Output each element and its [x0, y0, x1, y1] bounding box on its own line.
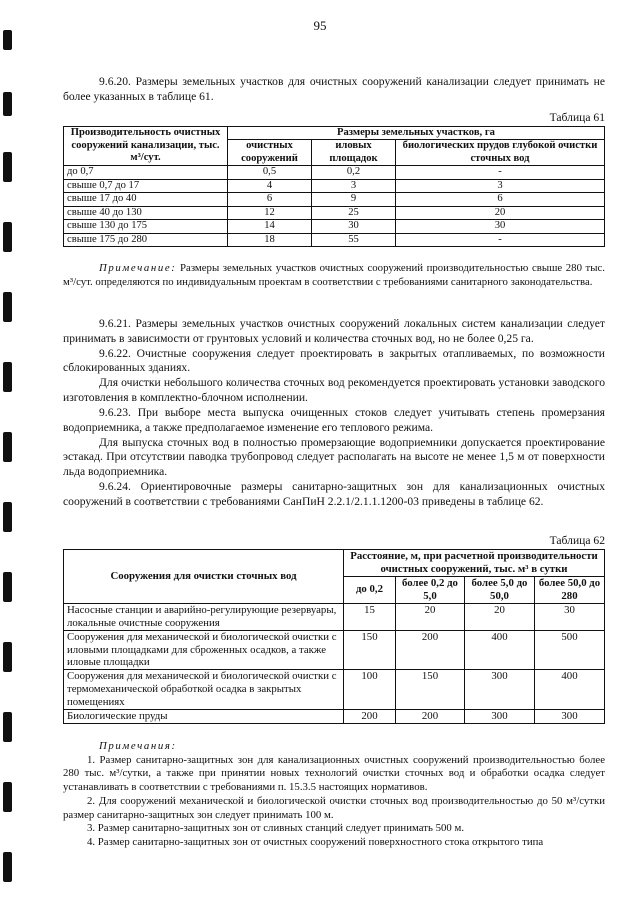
- cell-value: 200: [396, 630, 465, 670]
- binder-mark: [3, 92, 12, 116]
- note-text: Размеры земельных участков очистных сооружений производительностью свыше 280 тыс. м³/сут. определяются по индивидуальным проектам в соответствии с требованиями санитарного законодательства.: [63, 262, 605, 288]
- binder-mark: [3, 642, 12, 672]
- note-label: Примечание:: [99, 262, 177, 274]
- note-item: 3. Размер санитарно-защитных зон от сливных станций следует принимать 500 м.: [87, 822, 465, 835]
- cell-treatment: 4: [228, 179, 312, 193]
- table-row: [64, 710, 605, 724]
- binder-mark: [3, 152, 12, 182]
- notes-label: [63, 740, 605, 754]
- table-61-header-producer: Производительность очистных сооружений канализации, тыс. м³/сут.: [64, 126, 228, 166]
- binder-mark: [3, 432, 12, 462]
- binder-mark: [3, 782, 12, 812]
- cell-ponds: -: [396, 233, 605, 247]
- table-row: [64, 206, 605, 220]
- table-61-header-sludge: иловых площадок: [312, 140, 396, 166]
- binder-mark: [3, 292, 12, 322]
- binder-mark: [3, 572, 12, 602]
- paragraph-9-6-24: 9.6.24. Ориентировочные размеры санитарно-защитных зон для канализационных очистных сооружений в соответствии с требованиями СанПиН 2.2.1/2.1.1.1200-03 приведены в таблице 62.: [63, 480, 605, 508]
- cell-value: 400: [535, 670, 605, 710]
- table-62-header-col1: до 0,2: [344, 576, 396, 603]
- cell-sludge: 55: [312, 233, 396, 247]
- note-item: 4. Размер санитарно-защитных зон от очистных сооружений поверхностного стока открытого типа: [87, 835, 544, 848]
- table-62-notes: [63, 740, 605, 850]
- cell-value: 200: [344, 710, 396, 724]
- cell-value: 20: [396, 603, 465, 630]
- cell-sludge: 0,2: [312, 166, 396, 180]
- cell-value: 30: [535, 603, 605, 630]
- cell-value: 150: [396, 670, 465, 710]
- row-label: свыше 0,7 до 17: [64, 179, 228, 193]
- cell-sludge: 9: [312, 193, 396, 207]
- paragraph-9-6-23b: Для выпуска сточных вод в полностью промерзающие водоприемники допускается проектирование эстакад. При отсутствии паводка трубопровод следует располагать на высоте не менее 1,5 м от поверхности льда водоприемника.: [63, 435, 605, 479]
- table-row: [64, 193, 605, 207]
- paragraph-9-6-22b: Для очистки небольшого количества сточных вод рекомендуется проектировать установки заводского изготовления в комплектно-блочном исполнении.: [63, 376, 605, 405]
- row-label: до 0,7: [64, 166, 228, 180]
- note-item: 2. Для сооружений механической и биологической очистки сточных вод производительностью до 50 м³/сутки размер санитарно-защитных зон следует принимать 100 м.: [63, 794, 605, 821]
- table-62-header-col2: более 0,2 до 5,0: [396, 576, 465, 603]
- cell-value: 300: [535, 710, 605, 724]
- table-61: [63, 126, 605, 248]
- cell-sludge: 30: [312, 220, 396, 234]
- cell-sludge: 3: [312, 179, 396, 193]
- paragraph-9-6-23: 9.6.23. При выборе места выпуска очищенных стоков следует учитывать степень промерзания водоприемника, а также предполагаемое изменение его теплового режима.: [63, 405, 605, 434]
- row-label: свыше 130 до 175: [64, 220, 228, 234]
- binder-mark: [3, 712, 12, 742]
- paragraph-9-6-22: 9.6.22. Очистные сооружения следует проектировать в закрытых отапливаемых, по возможности сблокированных зданиях.: [63, 346, 605, 375]
- cell-ponds: -: [396, 166, 605, 180]
- row-label: свыше 175 до 280: [64, 233, 228, 247]
- table-62: [63, 549, 605, 724]
- table-61-note: [63, 262, 605, 289]
- row-label: Насосные станции и аварийно-регулирующие резервуары, локальные очистные сооружения: [64, 603, 344, 630]
- cell-value: 15: [344, 603, 396, 630]
- cell-value: 500: [535, 630, 605, 670]
- cell-sludge: 25: [312, 206, 396, 220]
- section-9-6-20: [63, 75, 605, 105]
- table-61-header-treatment: очистных сооружений: [228, 140, 312, 166]
- table-row: [64, 220, 605, 234]
- row-label: Сооружения для механической и биологической очистки с термомеханической обработкой осадка в закрытых помещениях: [64, 670, 344, 710]
- table-61-caption: Таблица 61: [549, 111, 605, 124]
- table-62-header-group: Расстояние, м, при расчетной производительности очистных сооружений, тыс. м³ в сутки: [344, 549, 605, 576]
- table-row: [64, 179, 605, 193]
- notes-label-text: Примечания:: [99, 740, 177, 752]
- cell-ponds: 3: [396, 179, 605, 193]
- cell-value: 200: [396, 710, 465, 724]
- table-row: [64, 670, 605, 710]
- row-label: свыше 40 до 130: [64, 206, 228, 220]
- cell-ponds: 30: [396, 220, 605, 234]
- cell-value: 20: [465, 603, 535, 630]
- table-62-caption: Таблица 62: [549, 534, 605, 547]
- table-row: [64, 630, 605, 670]
- cell-treatment: 18: [228, 233, 312, 247]
- cell-treatment: 12: [228, 206, 312, 220]
- table-row: [64, 603, 605, 630]
- table-61-header-ponds: биологических прудов глубокой очистки сточных вод: [396, 140, 605, 166]
- table-62-header-col3: более 5,0 до 50,0: [465, 576, 535, 603]
- sections-9-6-21-to-24: [63, 317, 605, 510]
- table-62-block: [63, 534, 605, 724]
- cell-treatment: 0,5: [228, 166, 312, 180]
- table-61-header-group: Размеры земельных участков, га: [228, 126, 605, 140]
- cell-value: 300: [465, 670, 535, 710]
- cell-value: 100: [344, 670, 396, 710]
- cell-treatment: 6: [228, 193, 312, 207]
- cell-value: 300: [465, 710, 535, 724]
- binder-mark: [3, 362, 12, 392]
- row-label: Биологические пруды: [64, 710, 344, 724]
- table-62-header-col4: более 50,0 до 280: [535, 576, 605, 603]
- binder-mark: [3, 222, 12, 252]
- table-62-header-facility: Сооружения для очистки сточных вод: [64, 549, 344, 603]
- row-label: свыше 17 до 40: [64, 193, 228, 207]
- table-row: [64, 166, 605, 180]
- cell-treatment: 14: [228, 220, 312, 234]
- paragraph-9-6-21: 9.6.21. Размеры земельных участков очистных сооружений локальных систем канализации следует принимать в зависимости от грунтовых условий и количества сточных вод, но не более 0,25 га.: [63, 317, 605, 345]
- note-item: 1. Размер санитарно-защитных зон для канализационных очистных сооружений производительностью более 280 тыс. м³/сутки, а также при принятии новых технологий очистки сточных вод и обработки осадка следует устанавливать в соответствии с требованиями п. 15.3.5 настоящих нормативов.: [63, 753, 605, 794]
- cell-ponds: 20: [396, 206, 605, 220]
- cell-value: 400: [465, 630, 535, 670]
- paragraph-9-6-20: 9.6.20. Размеры земельных участков для очистных сооружений канализации следует принимать не более указанных в таблице 61.: [63, 75, 605, 103]
- table-61-block: [63, 111, 605, 247]
- page-number: 95: [313, 18, 327, 33]
- cell-ponds: 6: [396, 193, 605, 207]
- binder-mark: [3, 852, 12, 882]
- table-row: [64, 233, 605, 247]
- row-label: Сооружения для механической и биологической очистки с иловыми площадками для сброженных осадков, а также иловые площадки: [64, 630, 344, 670]
- cell-value: 150: [344, 630, 396, 670]
- binder-mark: [3, 502, 12, 532]
